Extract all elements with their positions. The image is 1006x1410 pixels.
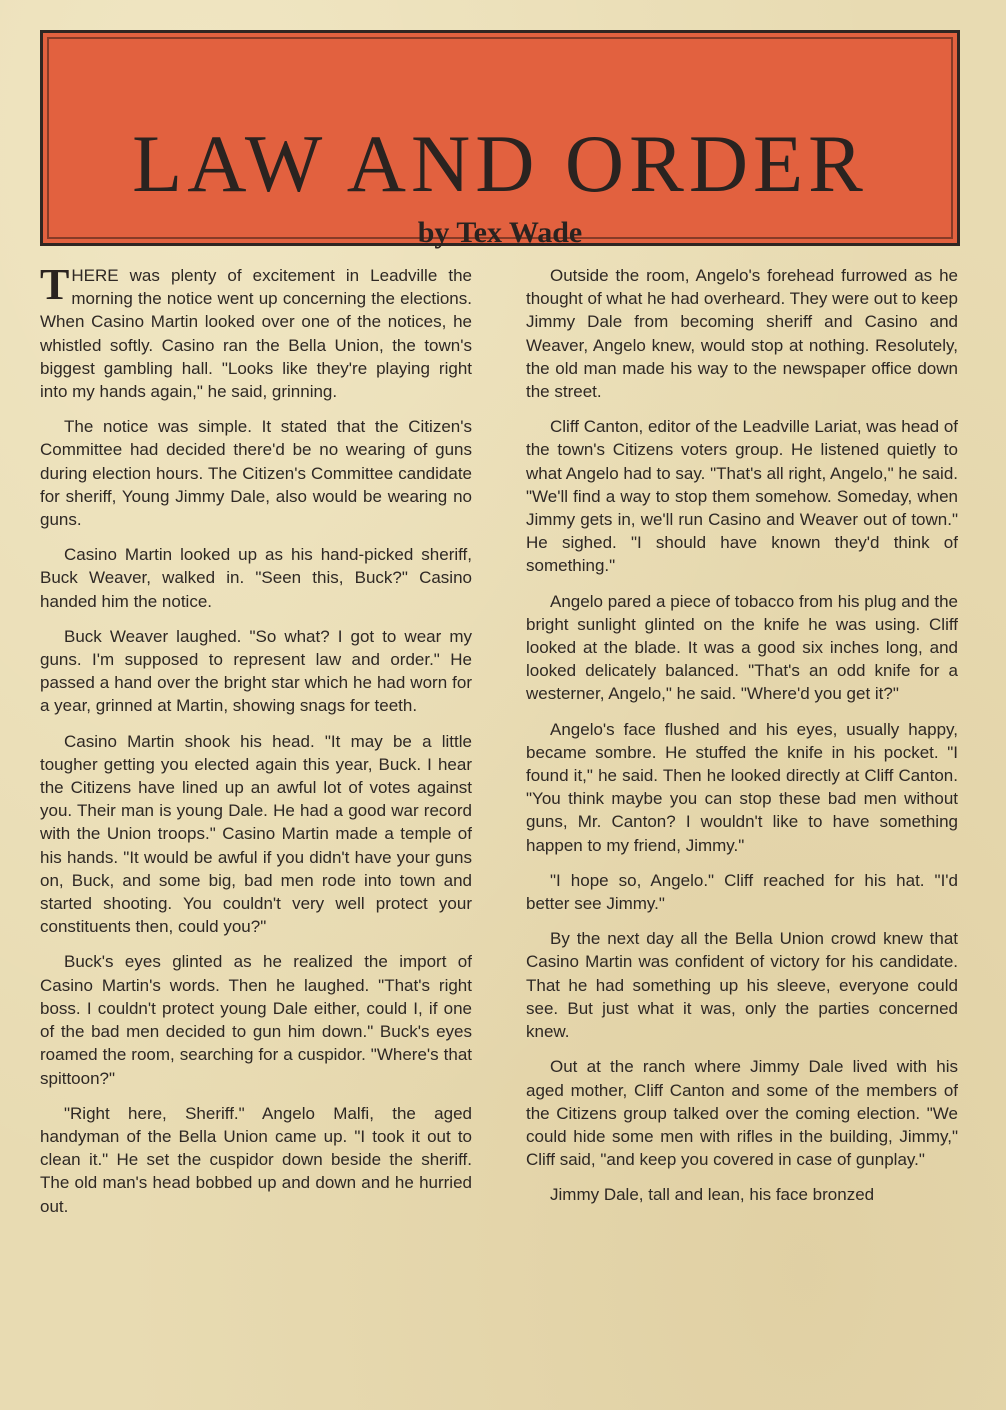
paragraph: Buck's eyes glinted as he realized the import of Casino Martin's words. Then he laughed. "That's right boss. I couldn't protect young Dale either, could I, if one of the bad men decided to gun him down." Buck's eyes roamed the room, searching for a cuspidor. "Where's that spittoon?" — [40, 952, 472, 1088]
paragraph-text: HERE was plenty of excitement in Leadville the morning the notice went up concerning the elections. When Casino Martin looked over one of the notices, he whistled softly. Casino ran the Bella Union, the town's biggest gambling hall. "Looks like they're playing right into my hands again," he said, grinning. — [40, 266, 472, 402]
paragraph: Casino Martin looked up as his hand-picked sheriff, Buck Weaver, walked in. "Seen this, Buck?" Casino handed him the notice. — [40, 545, 472, 611]
paragraph: "I hope so, Angelo." Cliff reached for his hat. "I'd better see Jimmy." — [526, 870, 958, 914]
paragraph — [40, 260, 472, 403]
paragraph: Buck Weaver laughed. "So what? I got to wear my guns. I'm supposed to represent law and order." He passed a hand over the bright star which he had worn for a year, grinned at Martin, showing snags for teeth. — [40, 626, 472, 716]
paragraph: Cliff Canton, editor of the Leadville Lariat, was head of the town's Citizens voters group. He listened quietly to what Angelo had to say. "That's all right, Angelo," he said. "We'll find a way to stop them somehow. Someday, when Jimmy gets in, we'll run Casino and Weaver out of town." He sighed. "I should have known they'd think of something." — [526, 417, 958, 576]
paragraph: Out at the ranch where Jimmy Dale lived with his aged mother, Cliff Canton and some of the members of the Citizens group talked over the coming election. "We could hide some men with rifles in the building, Jimmy," Cliff said, "and keep you covered in case of gunplay." — [526, 1057, 958, 1170]
paragraph: Outside the room, Angelo's forehead furrowed as he thought of what he had overheard. They were out to keep Jimmy Dale from becoming sheriff and Casino and Weaver, Angelo knew, would stop at nothing. Resolutely, the old man made his way to the newspaper office down the street. — [526, 266, 958, 402]
left-column — [40, 260, 472, 1230]
paragraph: Angelo pared a piece of tobacco from his plug and the bright sunlight glinted on the knife he was using. Cliff looked at the blade. It was a good six inches long, and looked delicately balanced. "That's an odd knife for a westerner, Angelo," he said. "Where'd you get it?" — [526, 591, 958, 704]
paragraph: Casino Martin shook his head. "It may be a little tougher getting you elected again this year, Buck. I hear the Citizens have lined up an awful lot of votes against you. Their man is young Dale. He had a good war record with the Union troops." Casino Martin made a temple of his hands. "It would be awful if you didn't have your guns on, Buck, and some big, bad men rode into town and started shooting. You couldn't very well protect your constituents then, could you?" — [40, 731, 472, 937]
title-banner — [40, 30, 960, 249]
paragraph: By the next day all the Bella Union crowd knew that Casino Martin was confident of victory for his candidate. That he had something up his sleeve, everyone could see. But just what it was, only the parties concerned knew. — [526, 929, 958, 1042]
paragraph: Angelo's face flushed and his eyes, usually happy, became sombre. He stuffed the knife in his pocket. "I found it," he said. Then he looked directly at Cliff Canton. "You think maybe you can stop these bad men without guns, Mr. Canton? I wouldn't like to have something happen to my friend, Jimmy." — [526, 719, 958, 855]
paragraph: "Right here, Sheriff." Angelo Malfi, the aged handyman of the Bella Union came up. "I took it out to clean it." He set the cuspidor down beside the sheriff. The old man's head bobbed up and down and he hurried out. — [40, 1103, 472, 1216]
paragraph: Jimmy Dale, tall and lean, his face bronzed — [550, 1185, 875, 1205]
story-title: LAW AND ORDER — [132, 118, 868, 209]
story-byline: by Tex Wade — [417, 216, 583, 249]
drop-cap: T — [40, 260, 70, 309]
paragraph: The notice was simple. It stated that the Citizen's Committee had decided there'd be no wearing of guns during election hours. The Citizen's Committee candidate for sheriff, Young Jimmy Dale, also would be wearing no guns. — [40, 417, 472, 530]
right-column — [526, 264, 958, 1219]
